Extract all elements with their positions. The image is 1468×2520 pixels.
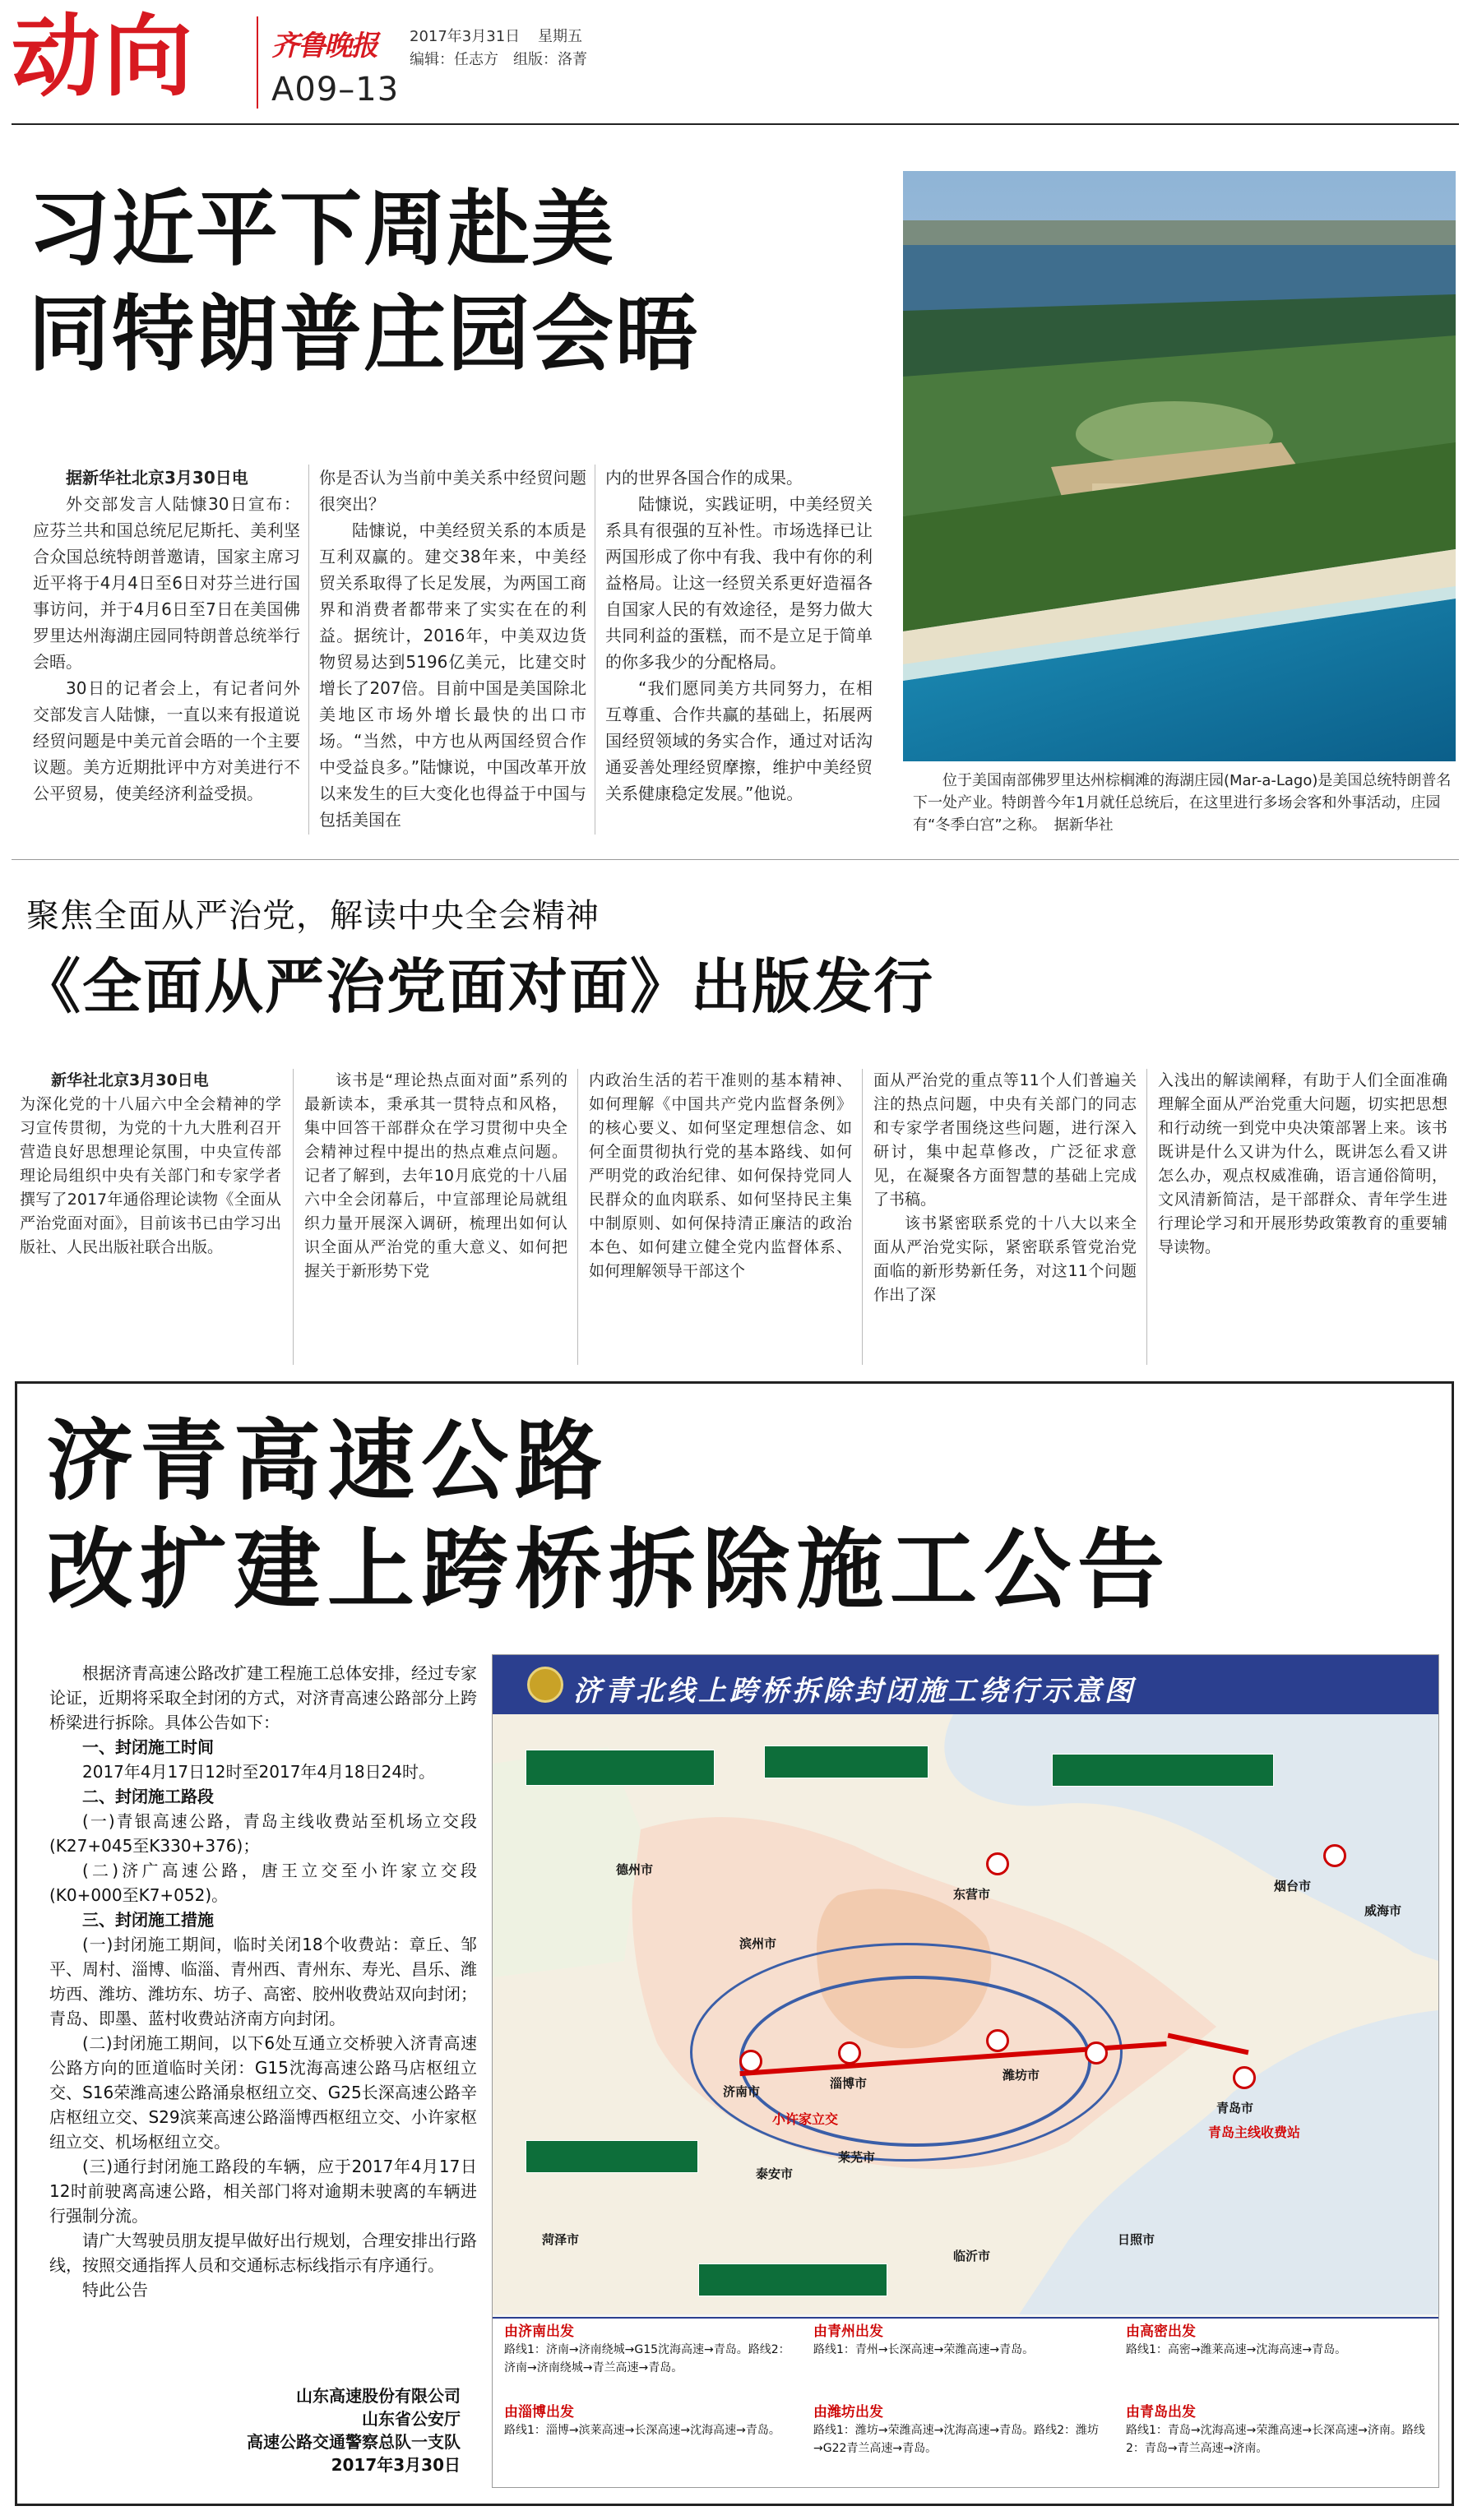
column-divider xyxy=(308,465,309,835)
article1-col1-para2: 30日的记者会上，有记者问外交部发言人陆慷，一直以来有报道说经贸问题是中美元首会晤的一个主要议题。美方近期批评中方对美进行不公平贸易，使美经济利益受损。 xyxy=(33,678,300,803)
article2-col5-text: 入浅出的解读阐释，有助于人们全面准确理解全面从严治党重大问题，切实把思想和行动统一到党中央决策部署上来。该书既讲是什么又讲为什么，既讲怎么看又讲怎么办，观点权威准确，语言通俗简明，文风清新简洁，是干部群众、青年学生进行理论学习和开展形势政策教育的重要辅导读物。 xyxy=(1158,1071,1447,1256)
article1-col3-para1: 内的世界各国合作的成果。 xyxy=(605,468,803,488)
article1-column-1 xyxy=(33,465,300,807)
masthead-divider xyxy=(257,16,258,109)
issue-weekday: 星期五 xyxy=(538,28,582,45)
legend-title: 由淄博出发 xyxy=(504,2404,574,2421)
city-marker xyxy=(838,2041,861,2065)
notice-headline-line1: 济青高速公路 xyxy=(46,1411,609,1512)
article1-column-3 xyxy=(605,465,873,807)
notice-heading-sections: 二、封闭施工路段 xyxy=(82,1787,214,1806)
signatory-company: 山东高速股份有限公司 xyxy=(296,2386,461,2406)
notice-signatures xyxy=(49,2384,461,2476)
detour-callout xyxy=(526,2140,698,2173)
section-title: 动向 xyxy=(12,5,197,109)
article2-col1-text: 为深化党的十八届六中全会精神的学习宣传贯彻，为党的十九大胜利召开营造良好思想理论氛围，中央宣传部理论局组织中央有关部门和专家学者撰写了2017年通俗理论读物《全面从严治党面对面》，目前该书已由学习出版社、人民出版社联合出版。 xyxy=(20,1095,281,1256)
city-label: 日照市 xyxy=(1118,2232,1155,2247)
map-title: 济青北线上跨桥拆除封闭施工绕行示意图 xyxy=(573,1675,1136,1708)
article2-column-4 xyxy=(873,1069,1137,1307)
notice-heading-measures: 三、封闭施工措施 xyxy=(82,1910,214,1930)
notice-time-text: 2017年4月17日12时至2017年4月18日24时。 xyxy=(82,1762,436,1782)
city-label: 泰安市 xyxy=(756,2166,794,2181)
legend-zibo xyxy=(504,2403,800,2439)
signatory-police-dept: 山东省公安厅 xyxy=(362,2409,461,2429)
legend-title: 由济南出发 xyxy=(504,2323,574,2340)
notice-heading-time: 一、封闭施工时间 xyxy=(82,1737,214,1757)
legend-title: 由高密出发 xyxy=(1126,2323,1196,2340)
notice-headline xyxy=(46,1408,1171,1625)
city-label: 青岛市 xyxy=(1216,2101,1254,2115)
mar-a-lago-photo xyxy=(903,171,1456,761)
issue-date: 2017年3月31日 xyxy=(410,28,521,45)
legend-text: 路线1：青州→长深高速→荣潍高速→青岛。 xyxy=(813,2343,1035,2356)
city-label: 东营市 xyxy=(953,1887,991,1902)
city-label: 菏泽市 xyxy=(542,2232,580,2247)
legend-text: 路线1：高密→潍莱高速→沈海高速→青岛。 xyxy=(1126,2343,1347,2356)
legend-qingzhou xyxy=(813,2323,1109,2359)
article1-dateline: 据新华社北京3月30日电 xyxy=(66,468,248,488)
detour-callout xyxy=(764,1746,928,1778)
city-label: 滨州市 xyxy=(739,1936,777,1951)
notice-measure-a: (一)封闭施工期间，临时关闭18个收费站：章丘、邹平、周村、淄博、临淄、青州西、青州东、寿光、昌乐、潍坊西、潍坊、潍坊东、坊子、高密、胶州收费站双向封闭；青岛、即墨、蓝村收费站济南方向封闭。 xyxy=(49,1935,477,2028)
article1-headline-line2: 同特朗普庄园会晤 xyxy=(28,286,699,382)
photo-caption: 位于美国南部佛罗里达州棕榈滩的海湖庄园(Mar-a-Lago)是美国总统特朗普名下一处产业。特朗普今年1月就任总统后，在这里进行多场会客和外事活动，庄园有“冬季白宫”之称。 据新华社 xyxy=(913,772,1452,834)
notice-closing: 请广大驾驶员朋友提早做好出行规划，合理安排出行路线，按照交通指挥人员和交通标志标线指示有序通行。 xyxy=(49,2231,477,2275)
article2-column-2 xyxy=(304,1069,567,1283)
notice-headline-line2: 改扩建上跨桥拆除施工公告 xyxy=(46,1519,1171,1621)
notice-intro: 根据济青高速公路改扩建工程施工总体安排，经过专家论证，近期将采取全封闭的方式，对济青高速公路部分上跨桥梁进行拆除。具体公告如下： xyxy=(49,1663,477,1732)
police-emblem-icon xyxy=(527,1667,563,1703)
detour-callout xyxy=(698,2263,887,2296)
city-label: 潍坊市 xyxy=(1003,2068,1040,2083)
article1-headline-line1: 习近平下周赴美 xyxy=(28,181,615,277)
city-label: 德州市 xyxy=(616,1862,654,1877)
page-number: A09–13 xyxy=(271,71,400,109)
city-marker xyxy=(986,1852,1009,1875)
article1-col2-para2: 陆慷说，中美经贸关系的本质是互利双赢的。建交38年来，中美经贸关系取得了长足发展，为两国工商界和消费者都带来了实实在在的利益。据统计，2016年，中美双边货物贸易达到5196亿美元，比建交时增长了207倍。目前中国是美国除北美地区市场外增长最快的出口市场。“当然，中方也从两国经贸合作中受益良多。”陆慷说，中国改革开放以来发生的巨大变化也得益于中国与包括美国在 xyxy=(319,520,586,830)
column-divider xyxy=(862,1069,863,1365)
article2-dateline: 新华社北京3月30日电 xyxy=(51,1071,209,1089)
article1-col3-para3: “我们愿同美方共同努力，在相互尊重、合作共赢的基础上，拓展两国经贸领域的务实合作，通过对话沟通妥善处理经贸摩擦，维护中美经贸关系健康稳定发展。”他说。 xyxy=(605,678,873,803)
city-marker xyxy=(986,2029,1009,2052)
legend-weifang xyxy=(813,2403,1109,2458)
notice-measure-c: (三)通行封闭施工路段的车辆，应于2017年4月17日12时前驶离高速公路，相关部门将对逾期未驶离的车辆进行强制分流。 xyxy=(49,2157,477,2226)
detour-callout xyxy=(1052,1754,1274,1787)
notice-section-b: (二)济广高速公路，唐王立交至小许家立交段(K0+000至K7+052)。 xyxy=(49,1861,477,1905)
notice-body xyxy=(49,1661,477,2302)
notice-special: 特此公告 xyxy=(82,2280,148,2300)
legend-text: 路线1：青岛→沈海高速→荣潍高速→长深高速→济南。路线2：青岛→青兰高速→济南。 xyxy=(1126,2424,1425,2455)
end-point-label: 青岛主线收费站 xyxy=(1208,2125,1301,2140)
signature-date: 2017年3月30日 xyxy=(331,2455,461,2475)
article2-column-1 xyxy=(20,1069,281,1260)
column-divider xyxy=(293,1069,294,1365)
legend-gaomi xyxy=(1126,2323,1430,2359)
notice-section-a: (一)青银高速公路，青岛主线收费站至机场立交段(K27+045至K330+376)； xyxy=(49,1811,477,1856)
column-divider xyxy=(1146,1069,1147,1365)
legend-title: 由青岛出发 xyxy=(1126,2404,1196,2421)
legend-text: 路线1：潍坊→荣潍高速→沈海高速→青岛。路线2：潍坊→G22青兰高速→青岛。 xyxy=(813,2424,1100,2455)
article1-column-2 xyxy=(319,465,586,833)
column-divider xyxy=(577,1069,578,1365)
legend-title: 由潍坊出发 xyxy=(813,2404,883,2421)
legend-title: 由青州出发 xyxy=(813,2323,883,2340)
city-label: 威海市 xyxy=(1364,1903,1402,1918)
masthead-rule xyxy=(12,123,1459,125)
article1-col2-para1: 你是否认为当前中美关系中经贸问题很突出？ xyxy=(319,468,586,514)
article2-col2-text: 该书是“理论热点面对面”系列的最新读本，秉承其一贯特点和风格，集中回答干部群众在学习贯彻中央全会精神过程中提出的热点难点问题。记者了解到，去年10月底党的十八届六中全会闭幕后，中宣部理论局就组织力量开展深入调研，梳理出如何认识全面从严治党的重大意义、如何把握关于新形势下党 xyxy=(304,1071,567,1280)
legend-text: 路线1：济南→济南绕城→G15沈海高速→青岛。路线2：济南→济南绕城→青兰高速→青岛。 xyxy=(504,2343,790,2374)
article1-headline xyxy=(28,177,699,387)
article2-subtitle: 聚焦全面从严治党，解读中央全会精神 xyxy=(26,897,600,935)
article1-col1-para1: 外交部发言人陆慷30日宣布：应芬兰共和国总统尼尼斯托、美利坚合众国总统特朗普邀请，国家主席习近平将于4月4日至6日对芬兰进行国事访问，并于4月6日至7日在美国佛罗里达州海湖庄园同特朗普总统举行会晤。 xyxy=(33,494,300,672)
section-rule xyxy=(12,859,1459,860)
article2-col4-text: 面从严治党的重点等11个人们普遍关注的热点问题，中央有关部门的同志和专家学者围绕这些问题，进行深入研讨，集中起草修改，广泛征求意见，在凝聚各方面智慧的基础上完成了书稿。 xyxy=(873,1071,1137,1209)
newspaper-logo: 齐鲁晚报 xyxy=(271,30,377,62)
signatory-traffic-police: 高速公路交通警察总队一支队 xyxy=(247,2432,461,2452)
city-label: 莱芜市 xyxy=(838,2150,876,2165)
legend-qingdao xyxy=(1126,2403,1430,2458)
city-marker xyxy=(1085,2041,1108,2065)
article2-column-5 xyxy=(1158,1069,1447,1260)
legend-jinan xyxy=(504,2323,800,2377)
article2-col4b-text: 该书紧密联系党的十八大以来全面从严治党实际，紧密联系管党治党面临的新形势新任务，对这11个问题作出了深 xyxy=(873,1214,1137,1304)
article1-col3-para2: 陆慷说，实践证明，中美经贸关系具有很强的互补性。市场选择已让两国形成了你中有我、我中有你的利益格局。让这一经贸关系更好造福各自国家人民的有效途径，是努力做大共同利益的蛋糕，而不是立足于简单的你多我少的分配格局。 xyxy=(605,494,873,672)
start-point-label: 小许家立交 xyxy=(772,2111,839,2127)
city-label: 烟台市 xyxy=(1274,1879,1312,1893)
article2-col3-text: 内政治生活的若干准则的基本精神、如何理解《中国共产党内监督条例》的核心要义、如何坚定理想信念、如何全面贯彻执行党的基本路线、如何严明党的政治纪律、如何保持党同人民群众的血肉联系、如何坚持民主集中制原则、如何保持清正廉洁的政治本色、如何建立健全党内监督体系、如何理解领导干部这个 xyxy=(589,1071,852,1280)
city-marker xyxy=(1233,2066,1256,2089)
notice-measure-b: (二)封闭施工期间，以下6处互通立交桥驶入济青高速公路方向的匝道临时关闭：G15沈海高速公路马店枢纽立交、S16荣潍高速公路涌泉枢纽立交、G25长深高速公路辛店枢纽立交、S29滨莱高速公路淄博西枢纽立交、小许家枢纽立交、机场枢纽立交。 xyxy=(49,2033,477,2152)
city-label: 临沂市 xyxy=(953,2249,991,2263)
city-marker xyxy=(1323,1844,1346,1867)
editor-credits: 编辑：任志方 组版：洛菁 xyxy=(410,51,587,68)
detour-map xyxy=(492,1654,1439,2488)
city-label: 济南市 xyxy=(723,2084,761,2099)
city-label: 淄博市 xyxy=(830,2076,868,2091)
detour-callout xyxy=(526,1750,715,1786)
city-marker xyxy=(739,2050,762,2073)
article2-column-3 xyxy=(589,1069,852,1283)
legend-text: 路线1：淄博→滨莱高速→长深高速→沈海高速→青岛。 xyxy=(504,2424,780,2437)
article2-headline: 《全面从严治党面对面》出版发行 xyxy=(21,952,935,1021)
